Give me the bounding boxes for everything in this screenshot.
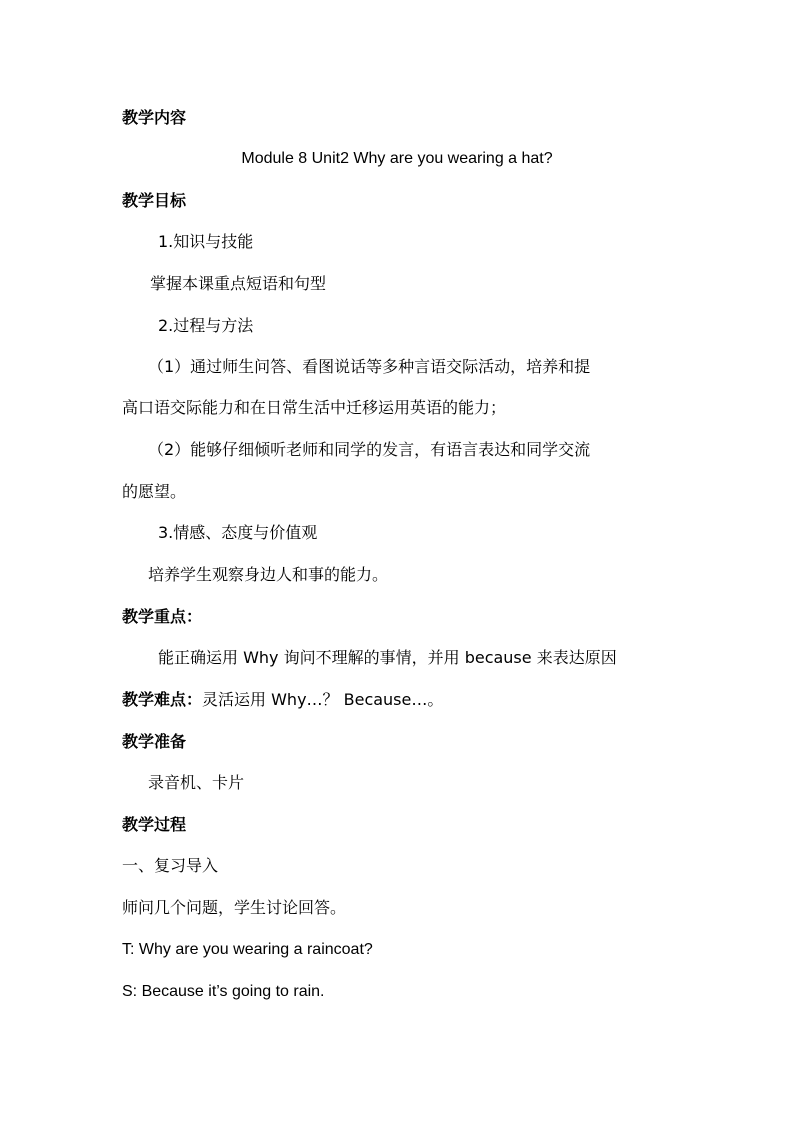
dialogue-teacher: T: Why are you wearing a raincoat? <box>122 941 373 958</box>
step-1-title: 一、复习导入 <box>122 856 219 875</box>
dialogue-student: S: Because it’s going to rain. <box>122 983 325 1000</box>
preparation-heading: 教学准备 <box>122 732 187 751</box>
objective-2-item-2-line-1: （2）能够仔细倾听老师和同学的发言，有语言表达和同学交流 <box>148 440 591 459</box>
key-points-heading: 教学重点： <box>122 607 203 626</box>
objectives-heading: 教学目标 <box>122 191 187 210</box>
preparation-text: 录音机、卡片 <box>148 773 245 792</box>
difficulty-row <box>122 690 443 710</box>
objective-2-title: 2.过程与方法 <box>158 316 254 335</box>
objective-3-title: 3.情感、态度与价值观 <box>158 523 318 542</box>
objective-3-text: 培养学生观察身边人和事的能力。 <box>148 565 389 584</box>
objective-2-item-1-line-2: 高口语交际能力和在日常生活中迁移运用英语的能力； <box>122 398 507 417</box>
objective-1-text: 掌握本课重点短语和句型 <box>150 274 327 293</box>
process-heading: 教学过程 <box>122 815 187 834</box>
objective-2-item-1-line-1: （1）通过师生问答、看图说话等多种言语交际活动，培养和提 <box>148 357 591 376</box>
content-heading: 教学内容 <box>122 108 187 127</box>
lesson-title: Module 8 Unit2 Why are you wearing a hat? <box>241 150 553 167</box>
objective-2-item-2-line-2: 的愿望。 <box>122 482 187 501</box>
key-points-text: 能正确运用 Why 询问不理解的事情，并用 because 来表达原因 <box>158 648 617 667</box>
difficulty-heading: 教学难点： <box>122 690 203 709</box>
difficulty-text: 灵活运用 Why…？ Because…。 <box>202 690 444 709</box>
objective-1-title: 1.知识与技能 <box>158 232 254 251</box>
step-1-text: 师问几个问题，学生讨论回答。 <box>122 898 347 917</box>
